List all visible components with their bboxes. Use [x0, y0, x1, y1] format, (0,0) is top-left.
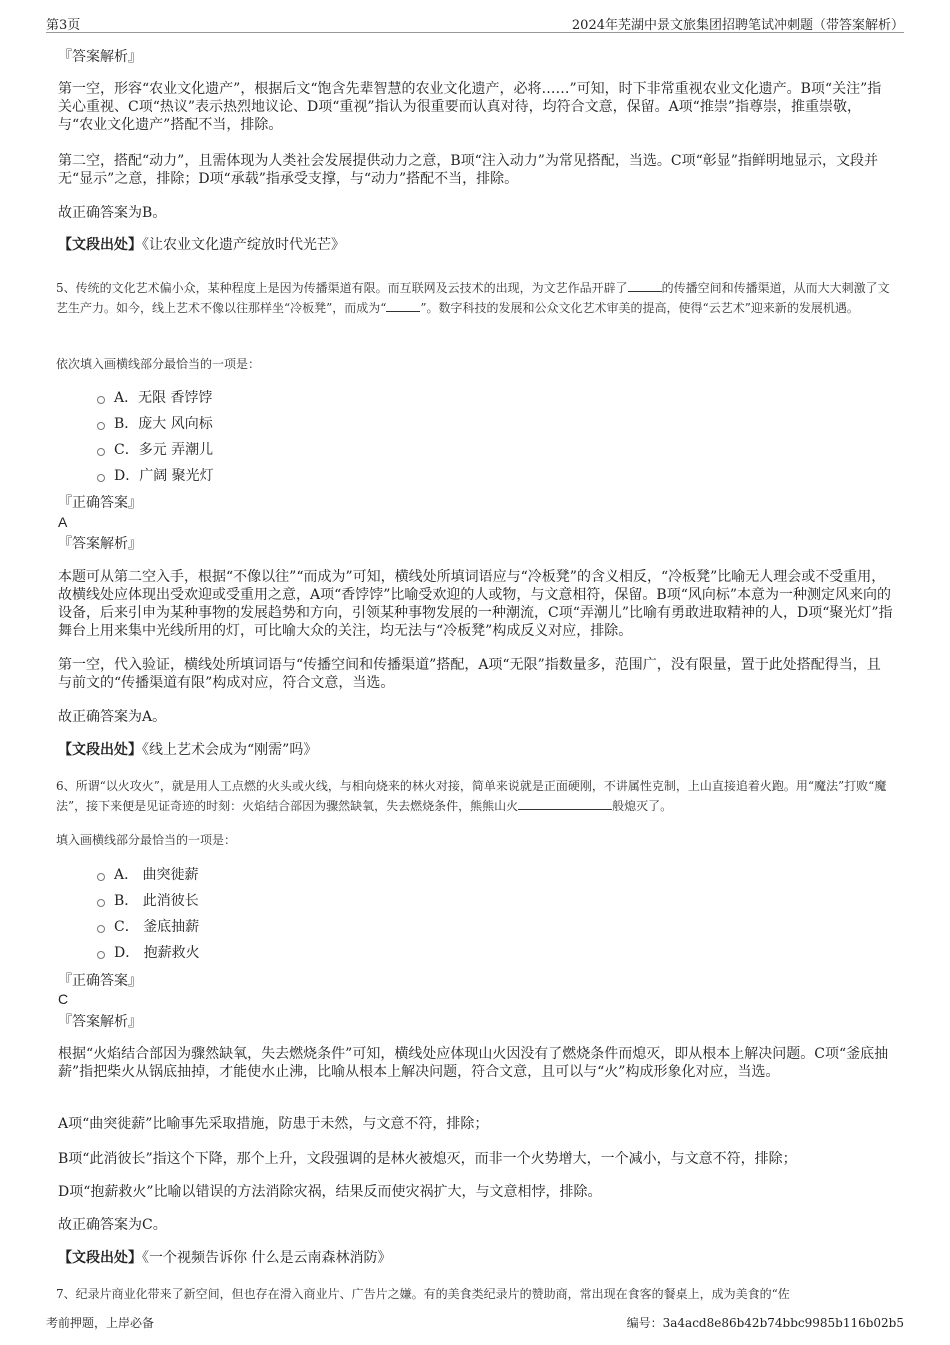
radio-icon[interactable] [97, 396, 105, 404]
footer-slogan: 考前押题，上岸必备 [46, 1316, 155, 1330]
stem-text: 的传播空间和传播渠道，从而大大刺激了文艺生产力。如今，线上艺术不像以往那样坐“冷板凳”，而成为“ [56, 281, 890, 315]
option-label: B．庞大 风向标 [114, 416, 213, 432]
analysis-paragraph: D项“抱薪救火”比喻以错误的方法消除灾祸，结果反而使灾祸扩大，与文意相悖，排除。 [58, 1184, 602, 1200]
fill-blank [518, 797, 612, 810]
question-stem [56, 278, 894, 318]
analysis-conclusion: 故正确答案为B。 [58, 205, 167, 221]
correct-answer-label: 『正确答案』 [58, 973, 142, 989]
stem-text: 5、传统的文化艺术偏小众，某种程度上是因为传播渠道有限。而互联网及云技术的出现，为文艺作品开辟了 [56, 281, 628, 295]
option-a[interactable] [97, 866, 199, 884]
source-title: 《让农业文化遗产绽放时代光芒》 [142, 237, 345, 253]
analysis-paragraph: 根据“火焰结合部因为骤然缺氧，失去燃烧条件”可知，横线处应体现山火因没有了燃烧条件而熄灭，即从根本上解决问题。C项“釜底抽薪”指把柴火从锅底抽掉，才能使水止沸，比喻从根本上解决问题，符合文意，且可以与“火”构成形象化对应，当选。 [58, 1046, 889, 1080]
correct-answer-value: A [58, 514, 68, 530]
analysis-label: 『答案解析』 [58, 49, 142, 65]
analysis-paragraph: B项“此消彼长”指这个下降，那个上升，文段强调的是林火被熄灭，而非一个火势增大，一个减小，与文意不符，排除； [58, 1151, 797, 1167]
question-stem: 7、纪录片商业化带来了新空间，但也存在滑入商业片、广告片之嫌。有的美食类纪录片的赞助商，常出现在食客的餐桌上，成为美食的“佐 [56, 1287, 790, 1301]
correct-answer-value: C [58, 991, 69, 1007]
radio-icon[interactable] [97, 448, 105, 456]
radio-icon[interactable] [97, 899, 105, 907]
option-c[interactable] [97, 441, 213, 459]
correct-answer-label: 『正确答案』 [58, 495, 142, 511]
analysis-paragraph: 第二空，搭配“动力”，且需体现为人类社会发展提供动力之意，B项“注入动力”为常见搭配，当选。C项“彰显”指鲜明地显示，文段并无“显示”之意，排除；D项“承载”指承受支撑，与“动力”搭配不当，排除。 [58, 153, 878, 187]
analysis-paragraph: A项“曲突徙薪”比喻事先采取措施，防患于未然，与文意不符，排除； [58, 1116, 489, 1132]
document-title: 2024年芜湖中景文旅集团招聘笔试冲刺题（带答案解析） [571, 18, 904, 33]
option-d[interactable] [97, 944, 200, 962]
analysis-label: 『答案解析』 [58, 536, 142, 552]
document-code: 编号：3a4acd8e86b42b74bbc9985b116b02b5 [626, 1316, 904, 1330]
option-a[interactable] [97, 389, 213, 407]
analysis-paragraph: 本题可从第二空入手，根据“不像以往”“而成为”可知，横线处所填词语应与“冷板凳”的含义相反，“冷板凳”比喻无人理会或不受重用，故横线处应体现出受欢迎或受重用之意，A项“香饽饽”比喻受欢迎的人或物，与文意相符，保留。B项“风向标”本意为一种测定风来向的设备，后来引申为某种事物的发展趋势和方向，引领某种事物发展的一种潮流，C项“弄潮儿”比喻有勇敢进取精神的人，D项“聚光灯”指舞台上用来集中光线所用的灯，可比喻大众的关注，均无法与“冷板凳”构成反义对应，排除。 [58, 569, 893, 639]
analysis-conclusion: 故正确答案为A。 [58, 709, 167, 725]
source-line [58, 741, 894, 759]
source-label: 【文段出处】 [58, 742, 142, 758]
option-label: A． 曲突徙薪 [114, 867, 199, 883]
radio-icon[interactable] [97, 873, 105, 881]
source-title: 《线上艺术会成为“刚需”吗》 [142, 742, 318, 758]
option-label: C．多元 弄潮儿 [114, 442, 214, 458]
radio-icon[interactable] [97, 951, 105, 959]
option-d[interactable] [97, 467, 214, 485]
analysis-conclusion: 故正确答案为C。 [58, 1217, 167, 1233]
analysis-paragraph: 第一空，形容“农业文化遗产”，根据后文“饱含先辈智慧的农业文化遗产，必将……”可知，时下非常重视农业文化遗产。B项“关注”指关心重视、C项“热议”表示热烈地议论、D项“重视”指认为很重要而认真对待，均符合文意，保留。A项“推崇”指尊崇，推重崇敬，与“农业文化遗产”搭配不当，排除。 [58, 81, 882, 133]
source-label: 【文段出处】 [58, 237, 142, 253]
question-prompt: 依次填入画横线部分最恰当的一项是： [56, 357, 261, 371]
question-prompt: 填入画横线部分最恰当的一项是： [56, 833, 237, 847]
radio-icon[interactable] [97, 474, 105, 482]
option-label: D．广阔 聚光灯 [114, 468, 214, 484]
fill-blank [386, 299, 420, 312]
option-label: C． 釜底抽薪 [114, 919, 200, 935]
source-title: 《一个视频告诉你 什么是云南森林消防》 [142, 1250, 392, 1266]
stem-text: 般熄灭了。 [612, 799, 673, 813]
source-line [58, 236, 894, 254]
source-line [58, 1249, 894, 1267]
option-c[interactable] [97, 918, 199, 936]
analysis-label: 『答案解析』 [58, 1014, 142, 1030]
stem-text: 6、所谓“以火攻火”，就是用人工点燃的火头或火线，与相向烧来的林火对接，简单来说就是正面硬刚，不讲属性克制，上山直接追着火跑。用“魔法”打败“魔法”，接下来便是见证奇迹的时刻：火焰结合部因为骤然缺氧，失去燃烧条件，熊熊山火 [56, 779, 887, 813]
option-label: D． 抱薪救火 [114, 945, 200, 961]
radio-icon[interactable] [97, 422, 105, 430]
question-stem [56, 776, 894, 816]
option-b[interactable] [97, 892, 199, 910]
option-b[interactable] [97, 415, 213, 433]
analysis-paragraph: 第一空，代入验证，横线处所填词语与“传播空间和传播渠道”搭配，A项“无限”指数量多，范围广，没有限量，置于此处搭配得当，且与前文的“传播渠道有限”构成对应，符合文意，当选。 [58, 657, 881, 691]
fill-blank [628, 279, 662, 292]
source-label: 【文段出处】 [58, 1250, 142, 1266]
option-label: A．无限 香饽饽 [114, 390, 213, 406]
page-number: 第3页 [46, 18, 81, 33]
radio-icon[interactable] [97, 925, 105, 933]
stem-text: ”。数字科技的发展和公众文化艺术审美的提高，使得“云艺术”迎来新的发展机遇。 [420, 301, 859, 315]
page-header [46, 14, 904, 33]
option-label: B． 此消彼长 [114, 893, 199, 909]
